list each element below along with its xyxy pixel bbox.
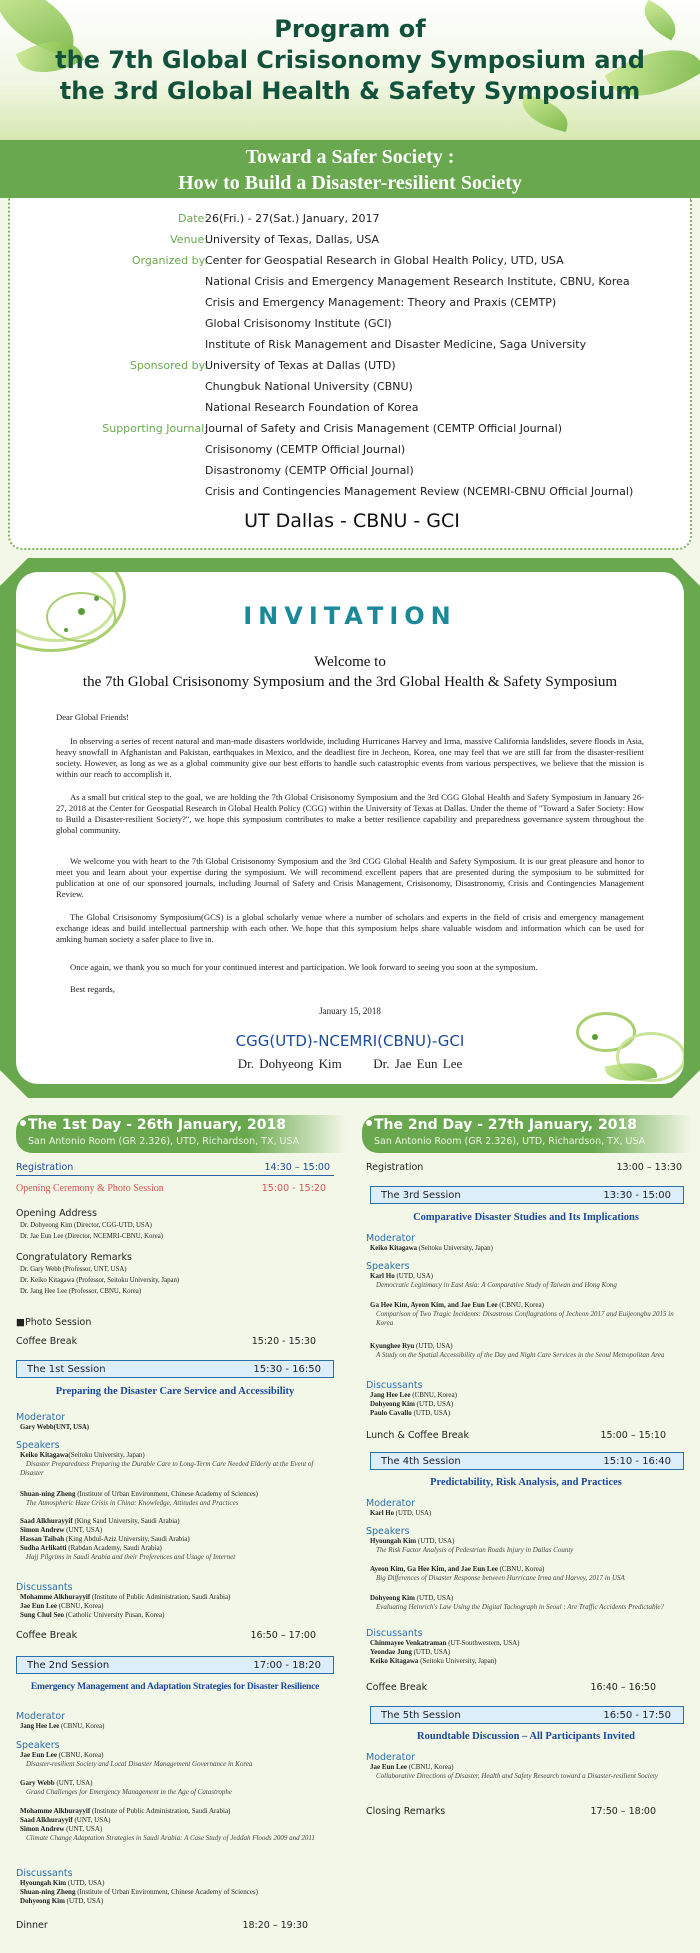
affiliation: (UNT, USA) <box>54 1779 93 1787</box>
person-name: Keiko Kitagawa <box>20 1451 69 1459</box>
session-box <box>370 1706 684 1724</box>
info-row-venue <box>10 231 694 249</box>
person-name: Dohyeong Kim <box>370 1594 415 1602</box>
speaker <box>370 1272 684 1290</box>
session-time: 13:30 - 15:00 <box>603 1190 671 1201</box>
person: Dr. Gary Webb (Professor, UNT, USA) <box>20 1266 127 1273</box>
person-name: Hassan Taibah <box>20 1535 65 1543</box>
person-name: Karl Ho <box>370 1272 395 1280</box>
role-label: Moderator <box>366 1233 416 1244</box>
info-label: Date: <box>178 212 208 225</box>
paper-title: Disaster Preparedness Preparing the Durable Care to Long-Term Care Needed Elderly at the Event of Disaster <box>20 1460 314 1477</box>
paragraph: We welcome you with heart to the 7th Global Crisisonomy Symposium and the 3rd CGG Global Health and Safety Symposium. It is our great pleasure and honor to meet you and learn about your expertise during the symposium. We will recommend excellent papers that are presented during the symposium to be submitted for publication at one of our sponsored journals, including Journal of Safety and Crisis Management, Crisisonomy, Disastronomy, Crisis and Contingencies Management Review. <box>56 856 644 899</box>
session-title: Roundtable Discussion – All Participants Invited <box>417 1731 635 1742</box>
person-name: Gary Webb <box>20 1779 55 1787</box>
person-name: Ayeon Kim, Ga Hee Kim, and Jae Eun Lee <box>370 1565 498 1573</box>
info-value: National Research Foundation of Korea <box>205 401 419 414</box>
person-name: Dohyeong Kim <box>20 1897 65 1905</box>
speaker <box>370 1301 684 1328</box>
role-label: Speakers <box>16 1740 60 1751</box>
speaker <box>20 1490 336 1508</box>
affiliation: (UTD, USA) <box>411 1409 451 1417</box>
schedule-item: Registration <box>16 1162 74 1173</box>
affiliation: (UTD, USA) <box>411 1648 451 1656</box>
info-label: Organized by: <box>131 254 208 267</box>
info-label: Venue: <box>170 233 208 246</box>
discussants <box>20 1879 336 1906</box>
affiliation: (Seitoku University, Japan) <box>418 1657 497 1665</box>
info-value: Chungbuk National University (CBNU) <box>205 380 413 393</box>
person-name: Kyunghee Ryu <box>370 1342 415 1350</box>
paper-title: Collaborative Directions of Disaster, Health and Safety Research toward a Disaster-resilient Society <box>376 1772 658 1780</box>
paper-title: Hajj Pilgrims in Saudi Arabia and their Preferences and Usage of Internet <box>26 1553 236 1561</box>
schedule-item: Registration <box>366 1162 424 1173</box>
info-value: University of Texas at Dallas (UTD) <box>205 359 396 372</box>
day2-header <box>362 1115 692 1153</box>
moderator <box>370 1509 431 1518</box>
speaker <box>370 1342 684 1360</box>
affiliation: (Catholic University Pusan, Korea) <box>63 1611 165 1619</box>
schedule-time: 15:20 - 15:30 <box>251 1336 316 1347</box>
role-label: Discussants <box>366 1380 423 1391</box>
affiliation: (UTD, USA) <box>64 1897 104 1905</box>
info-row-journal <box>10 420 694 438</box>
person-name: Chinmayee Venkatraman <box>370 1639 447 1647</box>
info-value: Crisis and Emergency Management: Theory and Praxis (CEMTP) <box>205 296 557 309</box>
person-name: Shuan-ning Zheng <box>20 1490 76 1498</box>
session-time: 15:30 - 16:50 <box>253 1364 321 1375</box>
affiliation: (Seitoku University, Japan) <box>417 1245 493 1252</box>
person-name: Yeondae Jung <box>370 1648 412 1656</box>
person-name: Simon Andrew <box>20 1526 65 1534</box>
person-name: Ga Hee Kim, Ayeon Kim, and Jae Eun Lee <box>370 1301 498 1309</box>
day-title: The 2nd Day - 27th January, 2018 <box>374 1117 637 1133</box>
info-value: Journal of Safety and Crisis Management (CEMTP Official Journal) <box>205 422 563 435</box>
session-box <box>16 1656 334 1674</box>
speaker <box>370 1594 684 1612</box>
role-label: Speakers <box>366 1526 410 1537</box>
header-banner <box>0 0 700 140</box>
discussants <box>20 1593 336 1620</box>
info-value: Institute of Risk Management and Disaster Medicine, Saga University <box>205 338 587 351</box>
paper-title: The Atmospheric Haze Crisis in China: Knowledge, Attitudes and Practices <box>26 1499 239 1507</box>
schedule-time: 14:30 – 15:00 <box>264 1162 330 1173</box>
affiliation: (UTD, USA) <box>414 1400 454 1408</box>
session-time: 15:10 - 16:40 <box>603 1456 671 1467</box>
role-label: Moderator <box>366 1498 416 1509</box>
event-info-box <box>8 198 692 550</box>
discussants <box>370 1391 684 1418</box>
person-name: Paulo Cavallo <box>370 1409 412 1417</box>
affiliation: (Rabdan Academy, Saudi Arabia) <box>66 1544 162 1552</box>
affiliation: (CBNU, Korea) <box>56 1602 104 1610</box>
person-name: Hyoungah Kim <box>370 1537 417 1545</box>
person-name: Jae Eun Lee <box>20 1602 57 1610</box>
moderator <box>370 1244 493 1253</box>
affiliation: (UNT, USA) <box>64 1526 103 1534</box>
speaker <box>370 1537 684 1555</box>
session-name: The 5th Session <box>381 1710 461 1721</box>
affiliation: (Institute of Public Administration, Saudi Arabia) <box>90 1807 231 1815</box>
role-label: Discussants <box>16 1868 73 1879</box>
session-title: Comparative Disaster Studies and Its Implications <box>413 1212 639 1223</box>
person-name: Karl Ho <box>370 1510 394 1517</box>
affiliation: (UTD, USA) <box>416 1537 455 1545</box>
schedule-item: Opening Ceremony & Photo Session <box>16 1183 164 1194</box>
person-name: Mohamme Alkhurayyif <box>20 1807 91 1815</box>
greeting: Dear Global Friends! <box>56 712 130 722</box>
paragraph: As a small but critical step to the goal, we are holding the 7th Global Crisisonomy Symposium and the 3rd CGG Global Health and Safety Symposium in January 26-27, 2018 at the Center for Geospatial Research in Global Health Policy (CGG) within the University of Texas at Dallas. Under the theme of "Toward a Safer Society: How to Build a Disaster-resilient Society?", we hope this symposium contributes to make a better resilience capability and preparedness governance system throughout the global community. <box>56 792 644 835</box>
invitation-welcome <box>16 652 684 692</box>
session-title: Emergency Management and Adaptation Strategies for Disaster Resilience <box>30 1682 320 1692</box>
affiliation: (UNT, USA) <box>64 1825 103 1833</box>
theme-line: Toward a Safer Society : <box>245 146 455 168</box>
section-label: Opening Address <box>16 1208 97 1219</box>
affiliation: (CBNU, Korea) <box>59 1723 105 1730</box>
schedule-item: Coffee Break <box>16 1336 78 1347</box>
person-name: Sung Chul Seo <box>20 1611 64 1619</box>
theme-line: How to Build a Disaster-resilient Society <box>178 172 522 194</box>
paper-title: Democratic Legitimacy in East Asia: A Comparative Study of Taiwan and Hong Kong <box>376 1281 617 1289</box>
person-name: Sudha Arlikatti <box>20 1544 67 1552</box>
info-value: Disastronomy (CEMTP Official Journal) <box>205 464 414 477</box>
person-name: Hyoungah Kim <box>20 1879 67 1887</box>
paragraph: In observing a series of recent natural and man-made disasters worldwide, including Hurricanes Harvey and Irma, massive California landslides, severe floods in Asia, heavy snowfall in Afghanistan and Pakistan, earthquakes in Mexico, and the deadliest fire in Jecheon, Korea, one may feel that we are still far from the disaster-resilient society. However, as long as we as a global community give our best efforts to handle such catastrophic events from various perspectives, we believe that the mission is within our reach to accomplish it. <box>56 736 644 779</box>
person-name: Saad Alkhurayyif <box>20 1517 73 1525</box>
session-name: The 1st Session <box>27 1364 106 1375</box>
welcome-line: Welcome to <box>314 654 386 670</box>
day2-schedule <box>366 1160 686 1817</box>
role-label: Speakers <box>366 1261 410 1272</box>
paper-title: Disaster-resilient Society and Local Disaster Management Governance in Korea <box>26 1760 253 1768</box>
day-room: San Antonio Room (GR 2.326), UTD, Richardson, TX, USA <box>374 1136 646 1147</box>
program-title <box>0 14 700 107</box>
letter-date: January 15, 2018 <box>319 1006 381 1016</box>
speaker <box>370 1565 684 1583</box>
info-value: University of Texas, Dallas, USA <box>205 233 380 246</box>
schedule-time: 17:50 – 18:00 <box>590 1806 656 1817</box>
role-label: Discussants <box>16 1582 73 1593</box>
paper-title: A Study on the Spatial Accessibility of the Day and Night Care Services in the Seoul Metropolitan Area <box>376 1351 665 1359</box>
affiliation: (UTD, USA) <box>393 1510 432 1517</box>
session-title: Predictability, Risk Analysis, and Practices <box>430 1477 622 1488</box>
bullet-icon <box>366 1120 372 1126</box>
info-value: 26(Fri.) - 27(Sat.) January, 2017 <box>205 212 380 225</box>
theme-banner <box>0 140 700 198</box>
person: Dr. Keiko Kitagawa (Professor, Seitoku University, Japan) <box>20 1277 180 1284</box>
session-time: 17:00 - 18:20 <box>253 1660 321 1671</box>
person: Dr. Dohyeong Kim (Director, CGG-UTD, USA) <box>20 1222 152 1229</box>
affiliation: (Seitoku University, Japan) <box>68 1451 145 1459</box>
person: Dr. Jang Hee Lee (Professor, CBNU, Korea) <box>20 1288 142 1295</box>
person-name: Jae Eun Lee <box>20 1751 57 1759</box>
partners-line: UT Dallas - CBNU - GCI <box>244 510 460 532</box>
affiliation: (King Abdul-Aziz University, Saudi Arabia) <box>64 1535 190 1543</box>
role-label: Moderator <box>16 1412 66 1423</box>
affiliation: (CBNU, Korea) <box>497 1565 545 1573</box>
affiliation: (UNT, USA) <box>72 1816 111 1824</box>
person-name: Jang Hee Lee <box>370 1391 411 1399</box>
person: Gary Webb(UNT, USA) <box>20 1424 90 1431</box>
person-name: Simon Andrew <box>20 1825 65 1833</box>
person-name: Keiko Kitagawa <box>370 1657 419 1665</box>
speaker <box>20 1751 336 1769</box>
person-name: Shuan-ning Zheng <box>20 1888 76 1896</box>
dot-decoration <box>94 596 99 601</box>
paragraph: The Global Crisisonomy Symposium(GCS) is a global scholarly venue where a number of scholars and experts in the field of crisis and emergency management exchange ideas and build intellectual partnership with each other. We hope that this symposium helps share valuable wisdom and information which can be used for amking human society a safer place to live in. <box>56 912 644 944</box>
affiliation: (Institute of Urban Environment, Chinese Academy of Sciences) <box>75 1888 258 1896</box>
info-value: Global Crisisonomy Institute (GCI) <box>205 317 392 330</box>
info-row-sponsored <box>10 357 694 375</box>
role-label: Moderator <box>16 1711 66 1722</box>
session-box <box>370 1452 684 1470</box>
info-label: Sponsored by: <box>129 359 208 372</box>
paper-title: Evaluating Heinrich's Law Using the Digital Tachograph in Seoul : Are Traffic Accidents Predictable? <box>376 1603 665 1611</box>
paper-title: The Risk Factor Analysis of Pedestrian Roads Injury in Dallas County <box>376 1546 574 1554</box>
person-name: Dohyeong Kim <box>370 1400 415 1408</box>
session-name: The 4th Session <box>381 1456 461 1467</box>
schedule-item: Dinner <box>16 1920 48 1931</box>
speaker <box>20 1779 336 1797</box>
info-value: Crisis and Contingencies Management Review (NCEMRI-CBNU Official Journal) <box>205 485 634 498</box>
paragraph: Once again, we thank you so much for your continued interest and participation. We look forward to seeing you soon at the symposium. <box>70 962 538 972</box>
person: Dr. Jae Eun Lee (Director, NCEMRI-CBNU, Korea) <box>20 1233 163 1240</box>
affiliation: (CBNU, Korea) <box>56 1751 104 1759</box>
invitation-title: INVITATION <box>243 602 457 630</box>
affiliation: (Institute of Public Administration, Saudi Arabia) <box>90 1593 231 1601</box>
schedule-time: 18:20 – 19:30 <box>242 1920 308 1931</box>
schedule-item: Closing Remarks <box>366 1806 446 1817</box>
affiliation: (Institute of Urban Environment, Chinese Academy of Sciences) <box>75 1490 258 1498</box>
paper-title: Grand Challenges for Emergency Management in the Age of Catastrophe <box>26 1788 233 1796</box>
affiliation: (King Saud University, Saudi Arabia) <box>72 1517 180 1525</box>
session-title: Preparing the Disaster Care Service and Accessibility <box>55 1386 295 1397</box>
welcome-line: the 7th Global Crisisonomy Symposium and the 3rd Global Health & Safety Symposium <box>82 674 618 690</box>
session-box <box>370 1186 684 1204</box>
speaker-group <box>20 1517 336 1562</box>
role-label: Moderator <box>366 1752 416 1763</box>
role-label: Speakers <box>16 1440 60 1451</box>
affiliation: (UTD, USA) <box>66 1879 105 1887</box>
person-name: Jang Hee Lee <box>20 1723 60 1730</box>
schedule-time: 16:50 – 17:00 <box>250 1630 316 1641</box>
section-label: ■Photo Session <box>16 1317 92 1328</box>
speaker-group <box>20 1807 336 1843</box>
affiliation: (UTD, USA) <box>394 1272 434 1280</box>
info-label: Supporting Journal: <box>102 422 208 435</box>
signatories: Dr. Dohyeong Kim Dr. Jae Eun Lee <box>237 1056 463 1071</box>
discussants <box>370 1639 684 1666</box>
schedule-time: 16:40 – 16:50 <box>590 1682 656 1693</box>
person-name: Mohamme Alkhurayyif <box>20 1593 91 1601</box>
schedule-item: Coffee Break <box>16 1630 78 1641</box>
person-name: Saad Alkhurayyif <box>20 1816 73 1824</box>
session-time: 16:50 - 17:50 <box>603 1710 671 1721</box>
schedule-time: 15:00 - 15:20 <box>261 1183 326 1194</box>
signing-organizations: CGG(UTD)-NCEMRI(CBNU)-GCI <box>235 1032 465 1050</box>
speaker <box>20 1451 336 1478</box>
info-value: Center for Geospatial Research in Global Health Policy, UTD, USA <box>205 254 564 267</box>
moderator <box>370 1763 684 1781</box>
session-name: The 3rd Session <box>381 1190 461 1201</box>
schedule-time: 13:00 – 13:30 <box>616 1162 682 1173</box>
title-line: Program of <box>274 15 426 43</box>
schedule-item: Lunch & Coffee Break <box>366 1430 469 1441</box>
schedule-time: 15:00 – 15:10 <box>600 1430 666 1441</box>
info-value: Crisisonomy (CEMTP Official Journal) <box>205 443 406 456</box>
affiliation: (CBNU, Korea) <box>410 1391 457 1399</box>
paper-title: Comparison of Two Tragic Incidents: Disastrous Conflagrations of Jecheon 2017 and Euijeongbu 2015 in Korea <box>376 1310 674 1327</box>
paper-title: Big Differences of Disaster Response between Hurricane Irma and Harvey, 2017 in USA <box>376 1574 625 1582</box>
info-row-organized <box>10 252 694 270</box>
info-value: National Crisis and Emergency Management Research Institute, CBNU, Korea <box>205 275 630 288</box>
day-room: San Antonio Room (GR 2.326), UTD, Richardson, TX, USA <box>28 1136 300 1147</box>
bullet-icon <box>20 1120 26 1126</box>
schedule-item: Coffee Break <box>366 1682 428 1693</box>
affiliation: (UTD, USA) <box>414 1342 453 1350</box>
invitation-card <box>16 572 684 1084</box>
affiliation: (UT-Southwestern, USA) <box>446 1639 520 1647</box>
day-title: The 1st Day - 26th January, 2018 <box>28 1117 287 1133</box>
closing: Best regards, <box>70 984 115 994</box>
day1-schedule <box>16 1160 336 1950</box>
title-line: the 3rd Global Health & Safety Symposium <box>59 77 641 105</box>
affiliation: (CBNU, Korea) <box>497 1301 544 1309</box>
affiliation: (CBNU, Korea) <box>406 1763 454 1771</box>
day1-header <box>16 1115 346 1153</box>
session-box <box>16 1360 334 1378</box>
affiliation: (UTD, USA) <box>414 1594 454 1602</box>
info-row-date <box>10 210 694 228</box>
person-name: Keiko Kitagawa <box>370 1245 418 1252</box>
section-label: Congratulatory Remarks <box>16 1252 132 1263</box>
person-name: Jae Eun Lee <box>370 1763 407 1771</box>
session-name: The 2nd Session <box>27 1660 110 1671</box>
title-line: the 7th Global Crisisonomy Symposium and <box>55 46 645 74</box>
role-label: Discussants <box>366 1628 423 1639</box>
moderator <box>20 1722 104 1731</box>
paper-title: Climate Change Adaptation Strategies in Saudi Arabia: A Case Study of Jeddah Floods 2009 and 2011 <box>26 1834 315 1842</box>
